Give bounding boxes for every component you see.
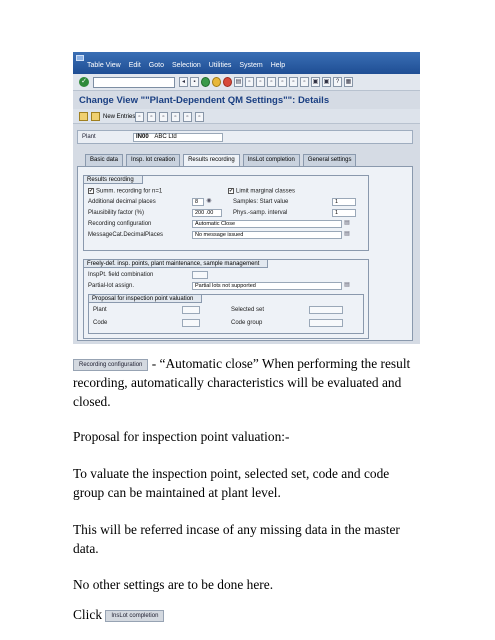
- new-entries-label: New Entries: [103, 113, 136, 120]
- dropdown-list-icon[interactable]: ▤: [344, 231, 350, 237]
- paragraph-1-text: - “Automatic close” When performing the result recording, automatically characteristics will be evaluated and closed.: [73, 356, 411, 409]
- tab-results-recording[interactable]: Results recording: [183, 154, 240, 166]
- msgcat-label: MessageCat.DecimalPlaces: [88, 232, 164, 238]
- paragraph-4: This will be referred incase of any missing data in the master data.: [73, 522, 400, 556]
- recording-config-label: Recording configuration: [88, 221, 152, 227]
- back-arrow-icon[interactable]: ◂: [179, 77, 188, 87]
- menu-selection[interactable]: Selection: [171, 62, 201, 69]
- command-field[interactable]: [93, 77, 175, 88]
- proposal-plant-label: Plant: [93, 307, 107, 313]
- next-entry-icon[interactable]: ▫: [183, 112, 192, 122]
- find-next-icon[interactable]: ▫: [256, 77, 265, 87]
- copy-icon[interactable]: ▫: [135, 112, 144, 122]
- find-icon[interactable]: ▫: [245, 77, 254, 87]
- freely-defined-title: Freely-def. insp. points, plant maintenance, sample management: [83, 259, 268, 268]
- selected-set-input[interactable]: [309, 306, 343, 314]
- next-page-icon[interactable]: ▫: [289, 77, 298, 87]
- paragraph-recording-configuration: [73, 354, 418, 411]
- tab-basic-data[interactable]: Basic data: [85, 154, 123, 166]
- undo-icon[interactable]: ▫: [159, 112, 168, 122]
- summ-recording-check[interactable]: ✔: [89, 188, 94, 194]
- inspt-field-label: InspPt. field combination: [88, 272, 154, 278]
- sap-screenshot: [73, 52, 420, 344]
- phys-interval-input[interactable]: 1: [332, 209, 356, 217]
- code-group-input[interactable]: [309, 319, 343, 327]
- code-input[interactable]: [182, 319, 200, 327]
- inspt-field-input[interactable]: [192, 271, 208, 279]
- proposal-plant-input[interactable]: [182, 306, 200, 314]
- paragraph-2: Proposal for inspection point valuation:-: [73, 429, 290, 444]
- summ-recording-label: Summ. recording for n=1: [96, 188, 163, 195]
- back-icon[interactable]: [201, 77, 210, 87]
- standard-toolbar: [73, 74, 420, 91]
- first-page-icon[interactable]: ▫: [267, 77, 276, 87]
- plant-code: IN00: [136, 134, 149, 140]
- screen-title: Change View ""Plant-Dependent QM Settings"": Details: [79, 95, 330, 106]
- tab-insp-lot-creation[interactable]: Insp. lot creation: [126, 154, 180, 166]
- save-icon[interactable]: ▪: [190, 77, 199, 87]
- help-search-icon[interactable]: ◉: [206, 198, 212, 204]
- new-entries-icon: [91, 112, 100, 121]
- exit-icon[interactable]: [212, 77, 221, 87]
- tab-general-settings[interactable]: General settings: [303, 154, 357, 166]
- print-icon[interactable]: ▤: [235, 79, 242, 85]
- limit-marginal-label: Limit marginal classes: [236, 188, 296, 195]
- paragraph-6: [73, 605, 418, 624]
- click-text: Click: [73, 607, 103, 622]
- plant-name: ABC Ltd: [154, 134, 177, 140]
- add-decimals-input[interactable]: 8: [192, 198, 204, 206]
- limit-marginal-checkbox[interactable]: [228, 188, 295, 195]
- prev-page-icon[interactable]: ▫: [278, 77, 287, 87]
- plant-header: [77, 130, 413, 144]
- change-display-icon[interactable]: [79, 112, 88, 121]
- menu-help[interactable]: Help: [270, 62, 286, 69]
- new-entries-button[interactable]: [79, 112, 135, 121]
- results-recording-group: [83, 175, 369, 251]
- plant-field: [133, 133, 223, 142]
- add-decimals-label: Additional decimal places: [88, 199, 156, 205]
- delete-icon[interactable]: ▫: [147, 112, 156, 122]
- limit-marginal-check[interactable]: ✔: [229, 188, 234, 194]
- enter-check-icon[interactable]: ✓: [79, 77, 89, 87]
- recording-config-select[interactable]: Automatic Close: [192, 220, 342, 228]
- inslot-completion-button-image: InsLot completion: [105, 610, 164, 622]
- freely-defined-group: [83, 259, 369, 339]
- cancel-icon[interactable]: [223, 77, 232, 87]
- previous-entry-icon[interactable]: ▫: [171, 112, 180, 122]
- phys-interval-label: Phys.-samp. interval: [233, 210, 288, 216]
- summ-recording-checkbox[interactable]: [88, 188, 162, 195]
- recording-configuration-button-image: Recording configuration: [73, 359, 148, 371]
- paragraph-3: To valuate the inspection point, selected set, code and code group can be maintained at plant level.: [73, 466, 390, 500]
- dropdown-list-icon[interactable]: ▤: [344, 220, 350, 226]
- menu-table-view[interactable]: Table View: [87, 62, 121, 69]
- shortcut-icon[interactable]: ▣: [323, 79, 330, 85]
- new-session-icon[interactable]: ▣: [312, 79, 319, 85]
- tab-strip: [85, 154, 356, 166]
- plausibility-label: Plausibility factor (%): [88, 210, 145, 216]
- results-recording-title: Results recording: [83, 175, 143, 184]
- partial-lot-select[interactable]: Partial lots not supported: [192, 282, 342, 290]
- proposal-title: Proposal for inspection point valuation: [88, 294, 202, 303]
- partial-lot-label: Partial-lot assign.: [88, 283, 135, 289]
- variant-icon[interactable]: ▫: [195, 112, 204, 122]
- proposal-group: [88, 294, 364, 334]
- paragraph-5: No other settings are to be done here.: [73, 577, 274, 592]
- menu-system[interactable]: System: [239, 62, 263, 69]
- code-group-label: Code group: [231, 320, 263, 326]
- sap-window-icon: [76, 55, 84, 61]
- menu-bar: [73, 52, 420, 74]
- help-icon[interactable]: ?: [333, 77, 342, 87]
- application-toolbar: [73, 109, 420, 124]
- screen-title-bar: [73, 91, 420, 109]
- selected-set-label: Selected set: [231, 307, 265, 313]
- menu-edit[interactable]: Edit: [128, 62, 141, 69]
- msgcat-select[interactable]: No message issued: [192, 231, 342, 239]
- tab-content: [77, 166, 413, 341]
- layout-menu-icon[interactable]: ▦: [345, 79, 352, 85]
- plausibility-input[interactable]: 200 .00: [192, 209, 222, 217]
- tab-inslot-completion[interactable]: InsLot completion: [243, 154, 300, 166]
- plant-label: Plant: [82, 134, 96, 140]
- menu-utilities[interactable]: Utilities: [208, 62, 232, 69]
- samples-start-label: Samples: Start value: [233, 199, 289, 205]
- menu-goto[interactable]: Goto: [148, 62, 164, 69]
- code-label: Code: [93, 320, 108, 326]
- samples-start-input[interactable]: 1: [332, 198, 356, 206]
- dropdown-list-icon[interactable]: ▤: [344, 282, 350, 288]
- last-page-icon[interactable]: ▫: [300, 77, 309, 87]
